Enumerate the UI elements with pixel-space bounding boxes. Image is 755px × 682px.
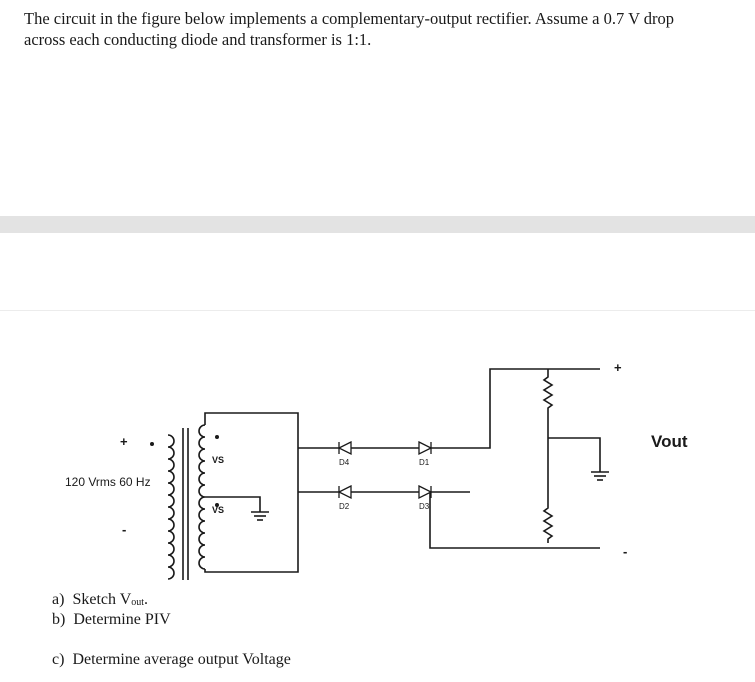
diode-d4-symbol: [339, 442, 351, 454]
question-a-prefix: a): [52, 591, 65, 608]
question-b-text: Determine PIV: [73, 611, 171, 628]
source-label: 120 Vrms 60 Hz: [65, 475, 151, 489]
secondary-dot-top: [215, 435, 219, 439]
output-label: Vout: [651, 432, 688, 451]
question-a-end: .: [144, 591, 149, 608]
problem-line-1: The circuit in the figure below implements a complementary-output rectifier. Assume a 0.7 V drop: [24, 9, 675, 28]
secondary-coil: [199, 425, 205, 569]
separator-band: [0, 216, 755, 233]
diode-d1-symbol: [419, 442, 431, 454]
primary-dot: [150, 442, 154, 446]
primary-coil: [168, 435, 174, 579]
output-plus-sign: +: [614, 360, 622, 375]
output-minus-sign: -: [623, 544, 628, 559]
question-a-subscript: out: [131, 597, 145, 608]
secondary-label-bottom: VS: [212, 505, 225, 515]
problem-line-2: across each conducting diode and transformer is 1:1.: [24, 30, 372, 49]
wire-secondary-top: [205, 413, 298, 448]
source-minus-sign: -: [122, 522, 127, 537]
problem-statement: [24, 8, 724, 50]
secondary-label-top: VS: [212, 455, 225, 465]
question-c: [52, 650, 291, 670]
separator-line: [0, 310, 755, 311]
question-a-text: Sketch V: [72, 591, 132, 608]
question-b-prefix: b): [52, 611, 66, 628]
diode-d2-symbol: [339, 486, 351, 498]
question-c-text: Determine average output Voltage: [72, 651, 291, 668]
wire-right-top: [470, 369, 548, 448]
diode-d3-label: D3: [419, 502, 430, 511]
wire-secondary-bottom: [205, 492, 298, 572]
resistor-top: [544, 369, 552, 420]
diode-d2-label: D2: [339, 502, 350, 511]
question-c-prefix: c): [52, 651, 65, 668]
wire-bottom-out: [430, 492, 548, 548]
resistor-bottom: [544, 500, 552, 543]
source-plus-sign: +: [120, 434, 128, 449]
diode-d1-label: D1: [419, 458, 430, 467]
rectifier-circuit-diagram: [0, 330, 755, 580]
wire-mid-ground: [548, 438, 600, 472]
question-b: [52, 610, 171, 630]
diode-d4-label: D4: [339, 458, 350, 467]
